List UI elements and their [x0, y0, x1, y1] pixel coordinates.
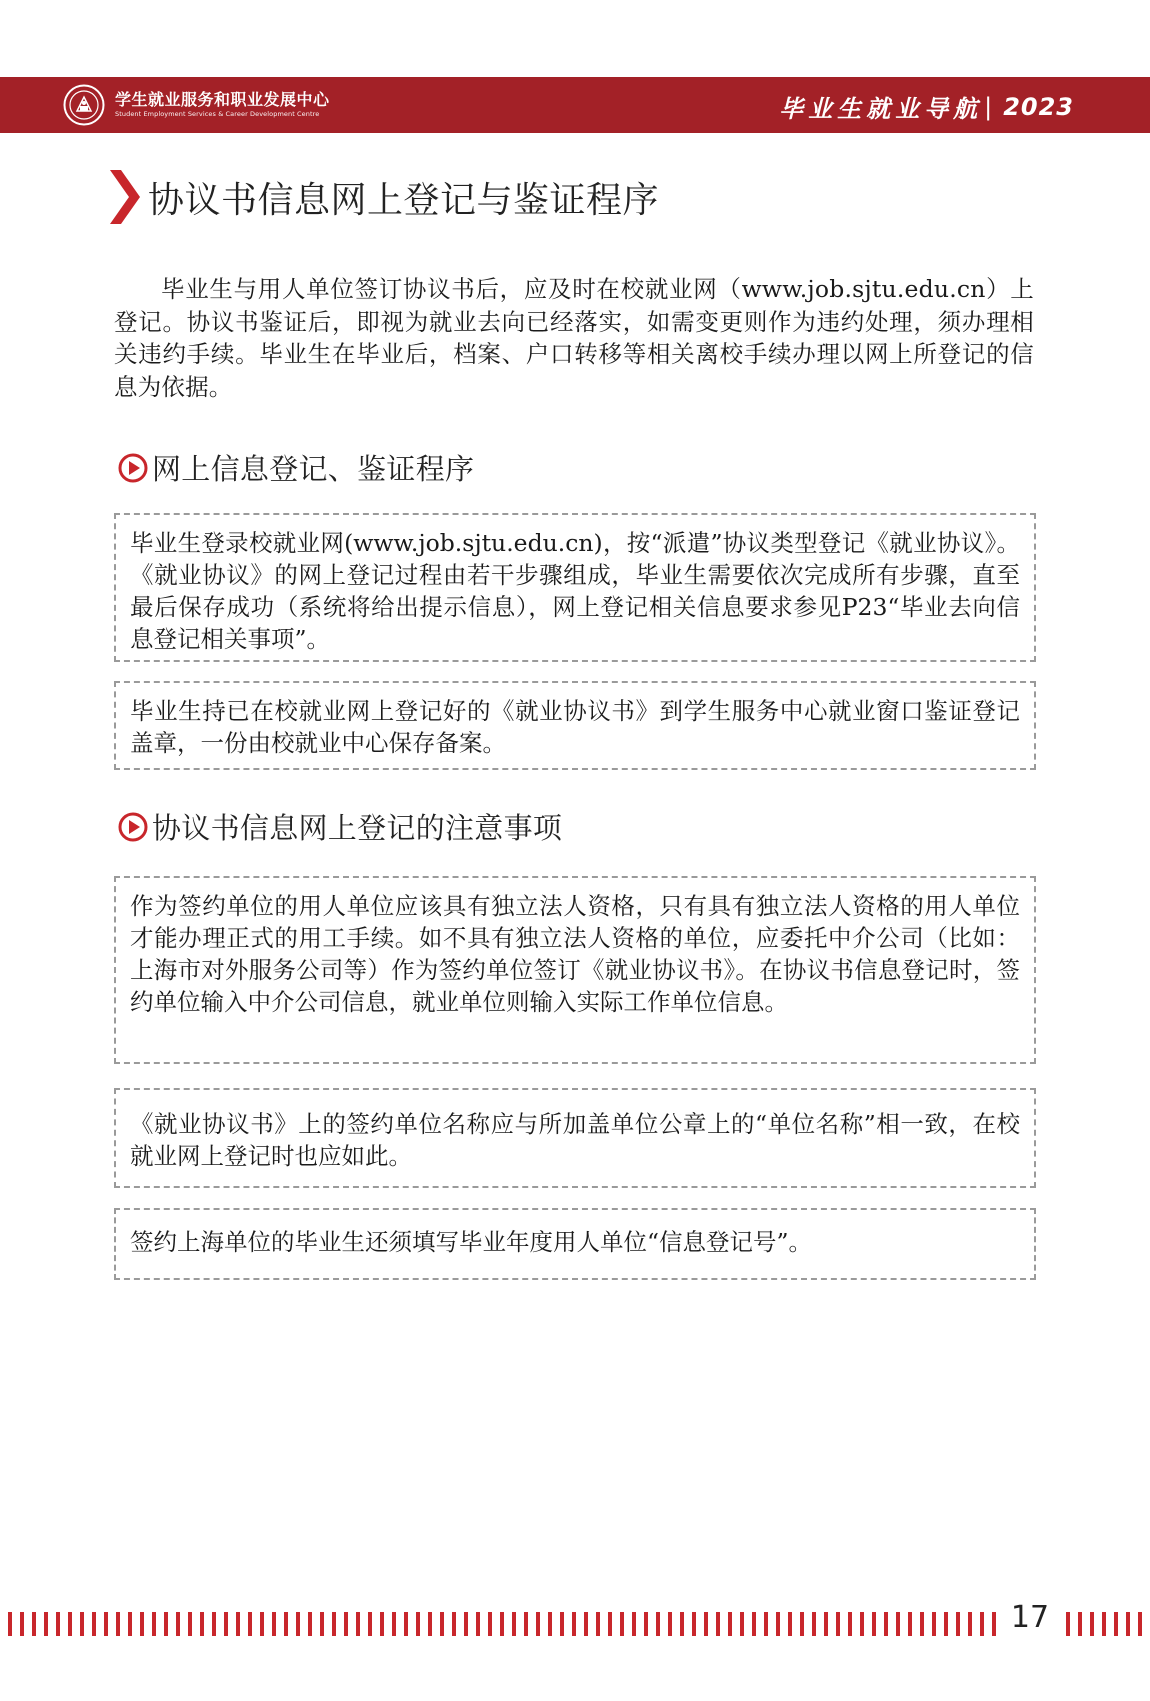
university-emblem-icon [63, 84, 105, 126]
info-box-text: 签约上海单位的毕业生还须填写毕业年度用人单位“信息登记号”。 [130, 1228, 813, 1256]
title-separator: | [984, 92, 998, 121]
intro-paragraph: 毕业生与用人单位签订协议书后，应及时在校就业网（www.job.sjtu.edu.cn）上登记。协议书鉴证后，即视为就业去向已经落实，如需变更则作为违约处理，须办理相关违约手续。毕业生在毕业后，档案、户口转移等相关离校手续办理以网上所登记的信息为依据。 [114, 275, 1034, 401]
guide-year: 2023 [1003, 92, 1074, 121]
info-box-text: 《就业协议书》上的签约单位名称应与所加盖单位公章上的“单位名称”相一致，在校就业网上登记时也应如此。 [130, 1110, 1020, 1170]
footer-ticks-right [1066, 1612, 1148, 1636]
circle-play-icon [118, 812, 148, 842]
info-box [114, 681, 1036, 770]
org-logo [63, 84, 330, 126]
page-title [110, 170, 659, 224]
section-heading-text: 协议书信息网上登记的注意事项 [152, 811, 563, 845]
section-heading-registration [118, 447, 474, 488]
info-box [114, 1208, 1036, 1280]
org-name: 学生就业服务和职业发展中心 [115, 89, 330, 109]
info-box [114, 513, 1036, 662]
section-heading-notes [118, 806, 562, 847]
info-box-text: 毕业生登录校就业网(www.job.sjtu.edu.cn)，按“派遣”协议类型登记《就业协议》。《就业协议》的网上登记过程由若干步骤组成，毕业生需要依次完成所有步骤，直至最后保存成功（系统将给出提示信息），网上登记相关信息要求参见P23“毕业去向信息登记相关事项”。 [130, 529, 1020, 653]
header-bar [0, 77, 1150, 133]
section-heading-text: 网上信息登记、鉴证程序 [152, 452, 475, 486]
page-number: 17 [1010, 1600, 1050, 1635]
info-box [114, 876, 1036, 1064]
chevron-right-icon [110, 170, 140, 224]
circle-play-icon [118, 453, 148, 483]
info-box-text: 作为签约单位的用人单位应该具有独立法人资格，只有具有独立法人资格的用人单位才能办理正式的用工手续。如不具有独立法人资格的单位，应委托中介公司（比如：上海市对外服务公司等）作为签约单位签订《就业协议书》。在协议书信息登记时，签约单位输入中介公司信息，就业单位则输入实际工作单位信息。 [130, 892, 1020, 1016]
org-name-en: Student Employment Services & Career Development Centre [115, 110, 320, 119]
footer-ticks-left [8, 1612, 998, 1636]
guide-title: 毕业生就业导航 [779, 95, 983, 123]
guide-title-block [779, 89, 1074, 124]
info-box-text: 毕业生持已在校就业网上登记好的《就业协议书》到学生服务中心就业窗口鉴证登记盖章，一份由校就业中心保存备案。 [130, 697, 1020, 757]
info-box [114, 1088, 1036, 1188]
page-title-text: 协议书信息网上登记与鉴证程序 [148, 179, 660, 221]
